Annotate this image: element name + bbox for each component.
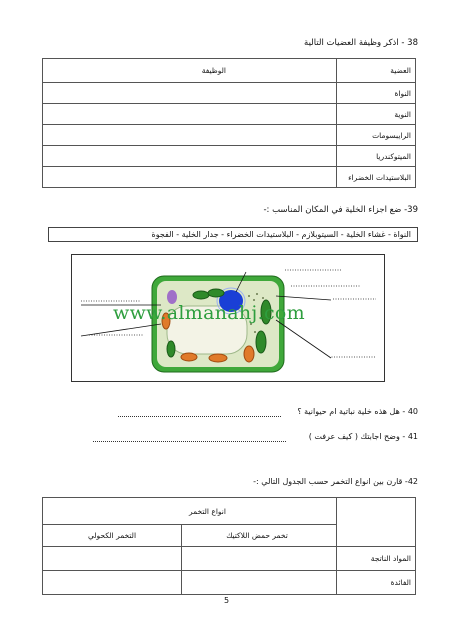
row-label-products: المواد الناتجة [337,547,416,571]
fermentation-header: انواع التخمر [189,506,226,516]
chloroplast [208,289,224,297]
q39-title: 39- ضع اجزاء الخلية في المكان المناسب :- [263,205,418,215]
answer-cell[interactable] [182,571,337,595]
organelle-header: العضية [390,66,411,75]
row-label-benefit: الفائدة [337,571,416,595]
answer-cell[interactable] [182,547,337,571]
chloroplast [193,291,209,299]
word-bank-text: النواة - غشاء الخلية - السيتوبلازم - البلاستيدات الخضراء - جدار الخلية - الفجوة [151,230,411,239]
q38-title: 38 - اذكر وظيفة العضيات التالية [304,38,418,48]
fermentation-header-cell [43,498,337,525]
function-answer-cell[interactable] [43,167,337,188]
watermark: www.almanahj.com [113,302,305,324]
q41-answer-line[interactable] [93,441,286,442]
organelle-cell-header [337,59,416,83]
organelle-name-cell: الرايبسومات [337,125,416,146]
function-answer-cell[interactable] [43,83,337,104]
function-answer-cell[interactable] [43,146,337,167]
lactic-header: تخمر حمض اللاكتيك [226,531,288,540]
blank-corner-cell [337,498,416,547]
q42-title: 42- قارن بين انواع التخمر حسب الجدول التالي :- [253,477,418,486]
page-number: 5 [224,596,230,605]
mitochondrion [209,354,227,362]
q40-text: 40 - هل هذه خلية نباتية ام حيوانية ؟ [297,407,418,416]
answer-cell[interactable] [43,547,182,571]
word-bank-box [48,227,418,242]
mitochondrion [181,353,197,361]
chloroplast [256,331,266,353]
alcoholic-header: التخمر الكحولي [87,531,137,540]
function-header: الوظيفة [201,66,226,75]
chloroplast [167,341,175,357]
function-cell-header [43,59,337,83]
q40-answer-line[interactable] [118,416,281,417]
alcoholic-header-cell [43,525,182,547]
function-answer-cell[interactable] [43,104,337,125]
fermentation-table [42,497,416,595]
organelle-name-cell: الميتوكندريا [337,146,416,167]
organelle-name-cell: البلاستيدات الخضراء [337,167,416,188]
organelle-function-table [42,58,416,188]
q41-text: 41 - وضح اجابتك ( كيف عرفت ) [308,432,418,441]
function-answer-cell[interactable] [43,125,337,146]
lactic-header-cell [182,525,337,547]
answer-cell[interactable] [43,571,182,595]
organelle-name-cell: النوية [337,104,416,125]
organelle-name-cell: النواة [337,83,416,104]
mitochondrion [244,346,254,362]
